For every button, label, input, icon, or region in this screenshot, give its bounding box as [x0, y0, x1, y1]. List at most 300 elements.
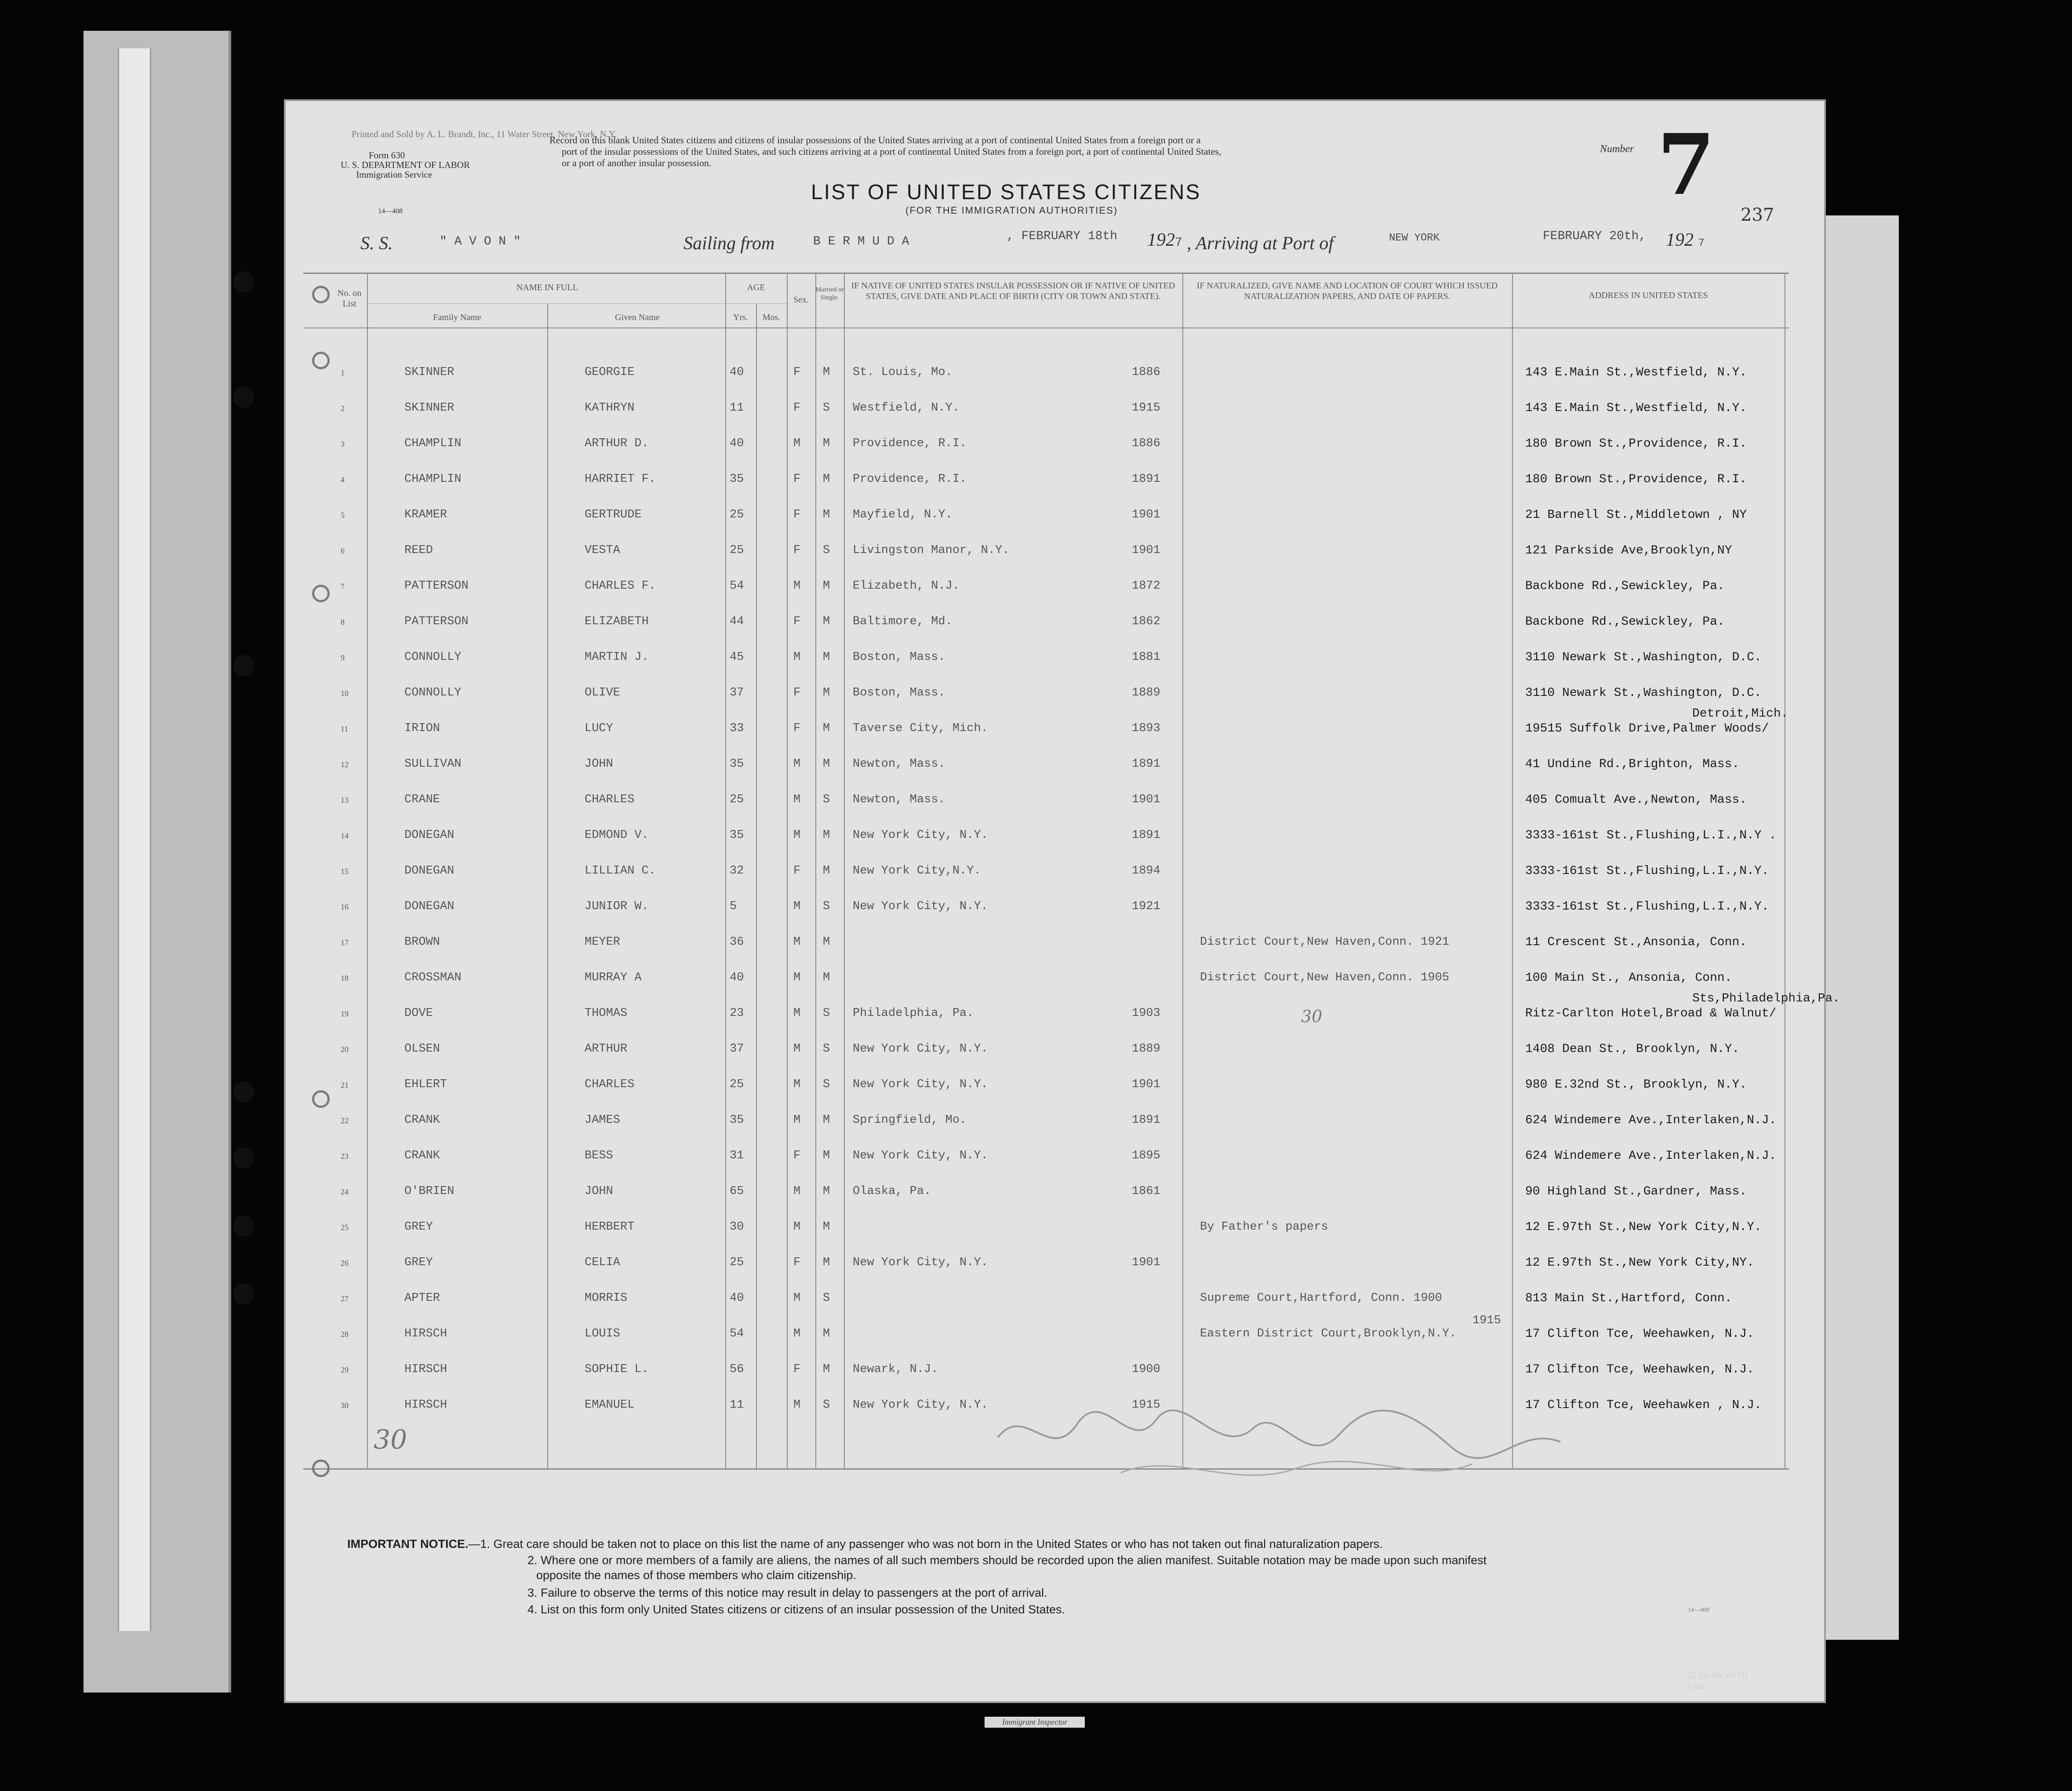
birth-year: 1915: [1132, 1398, 1160, 1412]
sex: M: [793, 1114, 801, 1127]
row-number: 8: [341, 618, 345, 626]
margin-circle: [312, 286, 330, 303]
margin-circle: [312, 585, 330, 602]
age-years: 25: [730, 793, 744, 806]
address: 121 Parkside Ave,Brooklyn,NY: [1525, 544, 1732, 557]
birth-year: 1921: [1132, 900, 1160, 913]
col-name-in-full: NAME IN FULL: [516, 283, 578, 292]
printer-line: Printed and Sold by A. L. Brandt, Inc., 11 Water Street, New York, N.Y.: [352, 129, 617, 139]
sex: M: [793, 1327, 801, 1340]
given-name: CHARLES: [585, 1078, 635, 1091]
sex: M: [793, 1292, 801, 1305]
inspector-label: Immigrant Inspector: [985, 1717, 1085, 1728]
marital-status: S: [823, 1398, 830, 1412]
arrival-date: FEBRUARY 20th,: [1543, 229, 1647, 243]
birth-year: 1894: [1132, 864, 1160, 877]
marital-status: M: [823, 615, 830, 628]
birthplace: New York City, N.Y.: [853, 1398, 988, 1412]
family-name: DOVE: [404, 1007, 433, 1020]
birthplace: Elizabeth, N.J.: [853, 579, 960, 593]
family-name: REED: [404, 544, 433, 557]
given-name: GEORGIE: [585, 366, 635, 379]
birthplace: New York City, N.Y.: [853, 829, 988, 842]
row-number: 22: [341, 1116, 349, 1125]
given-name: ARTHUR: [585, 1042, 628, 1056]
row-number: 17: [341, 938, 349, 947]
address: 3333-161st St.,Flushing,L.I.,N.Y .: [1525, 829, 1777, 842]
birth-year: 1901: [1132, 1256, 1160, 1269]
arrival-year: 192 7: [1666, 230, 1705, 250]
address-continuation: Sts,Philadelphia,Pa.: [1692, 992, 1840, 1005]
given-name: CHARLES F.: [585, 579, 656, 593]
birth-year: 1886: [1132, 437, 1160, 450]
sailing-from: B E R M U D A: [813, 235, 909, 248]
age-years: 35: [730, 829, 744, 842]
address: 3333-161st St.,Flushing,L.I.,N.Y.: [1525, 900, 1769, 914]
birth-year: 1862: [1132, 615, 1160, 628]
row-number: 13: [341, 796, 349, 804]
family-name: EHLERT: [404, 1078, 447, 1091]
family-name: GREY: [404, 1256, 433, 1269]
sex: F: [793, 366, 801, 379]
pencil-count-annotation: 30: [374, 1424, 407, 1455]
marital-status: M: [823, 1363, 830, 1376]
sex: F: [793, 722, 801, 735]
row-number: 19: [341, 1009, 349, 1018]
col-married-single: Married or Single.: [815, 286, 844, 301]
address: 180 Brown St.,Providence, R.I.: [1525, 437, 1747, 451]
age-years: 35: [730, 473, 744, 486]
col-age: AGE: [747, 283, 765, 292]
marital-status: S: [823, 900, 830, 913]
sailing-date: , FEBRUARY 18th: [1007, 229, 1118, 243]
birth-year: 1901: [1132, 1078, 1160, 1091]
age-years: 37: [730, 1042, 744, 1056]
birth-year: 1891: [1132, 829, 1160, 842]
age-years: 35: [730, 1114, 744, 1127]
page-subtitle: (FOR THE IMMIGRATION AUTHORITIES): [905, 205, 1118, 216]
sex: F: [793, 864, 801, 877]
sex: F: [793, 508, 801, 521]
col-address: ADDRESS IN UNITED STATES: [1589, 291, 1708, 300]
address: 180 Brown St.,Providence, R.I.: [1525, 473, 1747, 486]
age-years: 40: [730, 366, 744, 379]
address: 90 Highland St.,Gardner, Mass.: [1525, 1185, 1747, 1198]
family-name: BROWN: [404, 936, 440, 949]
row-number: 23: [341, 1152, 349, 1161]
birthplace: Providence, R.I.: [853, 473, 967, 486]
marital-status: M: [823, 437, 830, 450]
sex: M: [793, 1220, 801, 1234]
row-number: 25: [341, 1223, 349, 1232]
age-years: 33: [730, 722, 744, 735]
sex: F: [793, 615, 801, 628]
birthplace: Olaska, Pa.: [853, 1185, 931, 1198]
marital-status: S: [823, 401, 830, 415]
address: Backbone Rd.,Sewickley, Pa.: [1525, 579, 1725, 593]
age-years: 40: [730, 437, 744, 450]
age-years: 31: [730, 1149, 744, 1162]
department: U. S. DEPARTMENT OF LABOR: [341, 160, 470, 170]
sex: M: [793, 900, 801, 913]
col-given-name: Given Name: [615, 313, 660, 322]
given-name: ARTHUR D.: [585, 437, 649, 450]
arriving-label: , Arriving at Port of: [1187, 233, 1334, 254]
given-name: HARRIET F.: [585, 473, 656, 486]
address: 12 E.97th St.,New York City,N.Y.: [1525, 1220, 1762, 1234]
marital-status: M: [823, 579, 830, 593]
birthplace: Newton, Mass.: [853, 757, 945, 771]
marital-status: M: [823, 1256, 830, 1269]
sex: M: [793, 936, 801, 949]
naturalization-year: 1915: [1472, 1314, 1501, 1327]
address: 3110 Newark St.,Washington, D.C.: [1525, 686, 1762, 700]
age-years: 23: [730, 1007, 744, 1020]
given-name: HERBERT: [585, 1220, 635, 1234]
given-name: LUCY: [585, 722, 613, 735]
family-name: PATTERSON: [404, 579, 469, 593]
age-years: 40: [730, 971, 744, 984]
row-number: 20: [341, 1045, 349, 1054]
form-number: Form 630: [368, 150, 405, 160]
birthplace: Mayfield, N.Y.: [853, 508, 952, 521]
address: 21 Barnell St.,Middletown , NY: [1525, 508, 1747, 522]
given-name: JOHN: [585, 757, 613, 771]
family-name: CHAMPLIN: [404, 437, 462, 450]
birthplace: New York City, N.Y.: [853, 900, 988, 913]
notice-line-1: IMPORTANT NOTICE.—1. Great care should be taken not to place on this list the name of any passenger who was not born in the United States or who has not taken out final naturalization papers.: [347, 1537, 1383, 1551]
marital-status: M: [823, 508, 830, 521]
age-years: 11: [730, 401, 744, 415]
family-name: GREY: [404, 1220, 433, 1234]
notice-line-2: 2. Where one or more members of a family are aliens, the names of all such members should be recorded upon the alien manifest. Suitable notation may be made upon such manifest: [527, 1554, 1487, 1567]
punch-hole: [233, 1284, 254, 1305]
family-name: SULLIVAN: [404, 757, 462, 771]
birthplace: New York City, N.Y.: [853, 1042, 988, 1056]
family-name: HIRSCH: [404, 1327, 447, 1340]
birthplace: Taverse City, Mich.: [853, 722, 988, 735]
sex: F: [793, 686, 801, 699]
sex: M: [793, 793, 801, 806]
age-years: 36: [730, 936, 744, 949]
row-number: 27: [341, 1294, 349, 1303]
marital-status: M: [823, 1114, 830, 1127]
marital-status: M: [823, 1185, 830, 1198]
family-name: CONNOLLY: [404, 686, 462, 699]
row-number: 2: [341, 404, 345, 413]
sex: F: [793, 1149, 801, 1162]
birth-year: 1886: [1132, 366, 1160, 379]
marital-status: M: [823, 1327, 830, 1340]
sex: M: [793, 651, 801, 664]
given-name: JUNIOR W.: [585, 900, 649, 913]
given-name: MARTIN J.: [585, 651, 649, 664]
age-years: 30: [730, 1220, 744, 1234]
footer-code: 14—408: [1688, 1607, 1709, 1613]
address: 624 Windemere Ave.,Interlaken,N.J.: [1525, 1114, 1777, 1127]
birthplace: St. Louis, Mo.: [853, 366, 952, 379]
given-name: ELIZABETH: [585, 615, 649, 628]
col-sex: Sex.: [793, 295, 809, 305]
marital-status: S: [823, 1292, 830, 1305]
sex: F: [793, 473, 801, 486]
sex: M: [793, 1398, 801, 1412]
sex: M: [793, 1007, 801, 1020]
birthplace: Livingston Manor, N.Y.: [853, 544, 1010, 557]
family-name: KRAMER: [404, 508, 447, 521]
birthplace: New York City, N.Y.: [853, 1149, 988, 1162]
sex: M: [793, 579, 801, 593]
given-name: MEYER: [585, 936, 621, 949]
birthplace: Philadelphia, Pa.: [853, 1007, 974, 1020]
birth-year: 1891: [1132, 473, 1160, 486]
sailing-year: 1927: [1147, 230, 1182, 250]
family-name: HIRSCH: [404, 1398, 447, 1412]
row-number: 1: [341, 368, 345, 377]
address: 143 E.Main St.,Westfield, N.Y.: [1525, 401, 1747, 415]
col-naturalized: IF NATURALIZED, GIVE NAME AND LOCATION OF COURT WHICH ISSUED NATURALIZATION PAPERS, AND DATE OF PAPERS.: [1196, 281, 1498, 301]
marital-status: M: [823, 829, 830, 842]
sex: M: [793, 971, 801, 984]
naturalization: District Court,New Haven,Conn. 1905: [1200, 971, 1450, 984]
given-name: MURRAY A: [585, 971, 642, 984]
address: 3333-161st St.,Flushing,L.I.,N.Y.: [1525, 864, 1769, 878]
age-years: 56: [730, 1363, 744, 1376]
col-yrs: Yrs.: [733, 313, 748, 322]
given-name: LOUIS: [585, 1327, 621, 1340]
family-name: O'BRIEN: [404, 1185, 454, 1198]
birthplace: New York City, N.Y.: [853, 1078, 988, 1091]
margin-circle: [312, 1090, 330, 1108]
birth-year: 1903: [1132, 1007, 1160, 1020]
marital-status: M: [823, 1220, 830, 1234]
naturalization: District Court,New Haven,Conn. 1921: [1200, 936, 1450, 949]
address: 1408 Dean St., Brooklyn, N.Y.: [1525, 1042, 1740, 1056]
family-name: CRANK: [404, 1114, 440, 1127]
address: Ritz-Carlton Hotel,Broad & Walnut/: [1525, 1007, 1777, 1020]
instruction-line-1: Record on this blank United States citizens and citizens of insular possessions of the United States arriving at a port of continental United States from a foreign port or a: [549, 135, 1201, 146]
family-name: OLSEN: [404, 1042, 440, 1056]
age-years: 32: [730, 864, 744, 877]
punch-hole: [233, 1081, 254, 1103]
family-name: HIRSCH: [404, 1363, 447, 1376]
birth-year: 1915: [1132, 401, 1160, 415]
given-name: BESS: [585, 1149, 613, 1162]
marital-status: S: [823, 544, 830, 557]
address: 41 Undine Rd.,Brighton, Mass.: [1525, 757, 1740, 771]
row-number: 30: [341, 1401, 349, 1410]
family-name: SKINNER: [404, 366, 454, 379]
family-name: CONNOLLY: [404, 651, 462, 664]
margin-circle: [312, 352, 330, 369]
marital-status: M: [823, 473, 830, 486]
row-number: 24: [341, 1187, 349, 1196]
given-name: EMANUEL: [585, 1398, 635, 1412]
row-number: 29: [341, 1365, 349, 1374]
form-code: 14—408: [378, 207, 403, 215]
age-years: 25: [730, 508, 744, 521]
address: Backbone Rd.,Sewickley, Pa.: [1525, 615, 1725, 629]
birth-year: 1900: [1132, 1363, 1160, 1376]
page-title: LIST OF UNITED STATES CITIZENS: [811, 181, 1201, 204]
naturalization: By Father's papers: [1200, 1220, 1328, 1234]
birth-year: 1889: [1132, 1042, 1160, 1056]
given-name: JOHN: [585, 1185, 613, 1198]
age-years: 65: [730, 1185, 744, 1198]
naturalization: Supreme Court,Hartford, Conn. 1900: [1200, 1292, 1442, 1305]
given-name: KATHRYN: [585, 401, 635, 415]
family-name: CHAMPLIN: [404, 473, 462, 486]
family-name: CROSSMAN: [404, 971, 462, 984]
row-number: 10: [341, 689, 349, 698]
sex: F: [793, 1363, 801, 1376]
family-name: APTER: [404, 1292, 440, 1305]
address: 980 E.32nd St., Brooklyn, N.Y.: [1525, 1078, 1747, 1092]
age-years: 54: [730, 579, 744, 593]
marital-status: M: [823, 936, 830, 949]
given-name: MORRIS: [585, 1292, 628, 1305]
birth-year: 1901: [1132, 793, 1160, 806]
given-name: GERTRUDE: [585, 508, 642, 521]
given-name: SOPHIE L.: [585, 1363, 649, 1376]
address-continuation: Detroit,Mich.: [1692, 707, 1788, 721]
birth-year: 1893: [1132, 722, 1160, 735]
col-mos: Mos.: [762, 313, 781, 322]
notice-line-4: 4. List on this form only United States citizens or citizens of an insular possession of the United States.: [527, 1603, 1065, 1616]
family-name: CRANK: [404, 1149, 440, 1162]
birth-year: 1881: [1132, 651, 1160, 664]
birthplace: Westfield, N.Y.: [853, 401, 960, 415]
row-number: 6: [341, 546, 345, 555]
age-years: 5: [730, 900, 737, 913]
marital-status: M: [823, 651, 830, 664]
family-name: CRANE: [404, 793, 440, 806]
address: 17 Clifton Tce, Weehawken, N.J.: [1525, 1327, 1754, 1341]
sex: F: [793, 544, 801, 557]
marital-status: M: [823, 971, 830, 984]
arriving-port: NEW YORK: [1389, 232, 1440, 244]
address: 17 Clifton Tce, Weehawken , N.J.: [1525, 1398, 1762, 1412]
number-label: Number: [1600, 143, 1634, 155]
birth-year: 1889: [1132, 686, 1160, 699]
birthplace: Boston, Mass.: [853, 651, 945, 664]
birthplace: Newark, N.J.: [853, 1363, 938, 1376]
birth-year: 1901: [1132, 544, 1160, 557]
naturalization: Eastern District Court,Brooklyn,N.Y.: [1200, 1327, 1457, 1340]
notice-line-2b: opposite the names of those members who claim citizenship.: [536, 1569, 856, 1582]
address: 143 E.Main St.,Westfield, N.Y.: [1525, 366, 1747, 379]
sex: F: [793, 1256, 801, 1269]
marital-status: S: [823, 1078, 830, 1091]
sex: M: [793, 1078, 801, 1091]
birth-year: 1891: [1132, 757, 1160, 771]
address: 11 Crescent St.,Ansonia, Conn.: [1525, 936, 1747, 949]
address: 17 Clifton Tce, Weehawken, N.J.: [1525, 1363, 1754, 1376]
marital-status: M: [823, 722, 830, 735]
row-number: 9: [341, 653, 345, 662]
row-number: 15: [341, 867, 349, 876]
row-number: 14: [341, 831, 349, 840]
sex: M: [793, 757, 801, 771]
given-name: VESTA: [585, 544, 621, 557]
marital-status: M: [823, 1149, 830, 1162]
row-number: 21: [341, 1081, 349, 1089]
sailing-label: Sailing from: [683, 233, 775, 254]
row-number: 5: [341, 511, 345, 520]
marital-status: M: [823, 757, 830, 771]
given-name: EDMOND V.: [585, 829, 649, 842]
family-name: DONEGAN: [404, 829, 454, 842]
ship-name: " A V O N ": [440, 235, 521, 248]
marital-status: M: [823, 366, 830, 379]
marital-status: M: [823, 686, 830, 699]
row-number: 7: [341, 582, 345, 591]
marital-status: S: [823, 1042, 830, 1056]
age-years: 25: [730, 1078, 744, 1091]
family-name: SKINNER: [404, 401, 454, 415]
age-years: 54: [730, 1327, 744, 1340]
service: Immigration Service: [356, 169, 433, 180]
birthplace: New York City,N.Y.: [853, 864, 981, 877]
age-years: 25: [730, 544, 744, 557]
address: 813 Main St.,Hartford, Conn.: [1525, 1292, 1732, 1305]
age-years: 35: [730, 757, 744, 771]
col-no-on-list: No. on List: [337, 288, 362, 309]
sex: M: [793, 1185, 801, 1198]
sex: M: [793, 829, 801, 842]
fragment-right-1: 2), (5), (6), and (7): [1688, 1671, 1748, 1679]
birth-year: 1895: [1132, 1149, 1160, 1162]
col-native-birthplace: IF NATIVE OF UNITED STATES INSULAR POSSESSION OR IF NATIVE OF UNITED STATES, GIVE DATE AND PLACE OF BIRTH (CITY OR TOWN AND STATE).: [851, 281, 1175, 301]
marital-status: S: [823, 793, 830, 806]
punch-hole: [233, 655, 254, 676]
row-number: 3: [341, 440, 345, 448]
sex: M: [793, 1042, 801, 1056]
list-number: 7: [1657, 116, 1716, 214]
address: 3110 Newark St.,Washington, D.C.: [1525, 651, 1762, 664]
given-name: CELIA: [585, 1256, 621, 1269]
address: 19515 Suffolk Drive,Palmer Woods/: [1525, 722, 1769, 735]
pencil-mid-annotation: 30: [1301, 1007, 1323, 1026]
col-family-name: Family Name: [433, 313, 481, 322]
row-number: 4: [341, 475, 345, 484]
row-number: 28: [341, 1330, 349, 1339]
row-number: 12: [341, 760, 349, 769]
birthplace: Boston, Mass.: [853, 686, 945, 699]
row-number: 18: [341, 974, 349, 983]
birthplace: New York City, N.Y.: [853, 1256, 988, 1269]
sex: F: [793, 401, 801, 415]
ss-label: S. S.: [360, 233, 393, 254]
given-name: JAMES: [585, 1114, 621, 1127]
age-years: 45: [730, 651, 744, 664]
punch-hole: [233, 387, 254, 408]
birth-year: 1872: [1132, 579, 1160, 593]
birth-year: 1891: [1132, 1114, 1160, 1127]
family-name: DONEGAN: [404, 900, 454, 913]
binder-strip: [118, 48, 151, 1631]
birthplace: Newton, Mass.: [853, 793, 945, 806]
row-number: 16: [341, 903, 349, 911]
marital-status: S: [823, 1007, 830, 1020]
given-name: THOMAS: [585, 1007, 628, 1020]
age-years: 25: [730, 1256, 744, 1269]
birthplace: Providence, R.I.: [853, 437, 967, 450]
punch-hole: [233, 272, 254, 293]
age-years: 40: [730, 1292, 744, 1305]
birthplace: Baltimore, Md.: [853, 615, 952, 628]
address: 624 Windemere Ave.,Interlaken,N.J.: [1525, 1149, 1777, 1163]
